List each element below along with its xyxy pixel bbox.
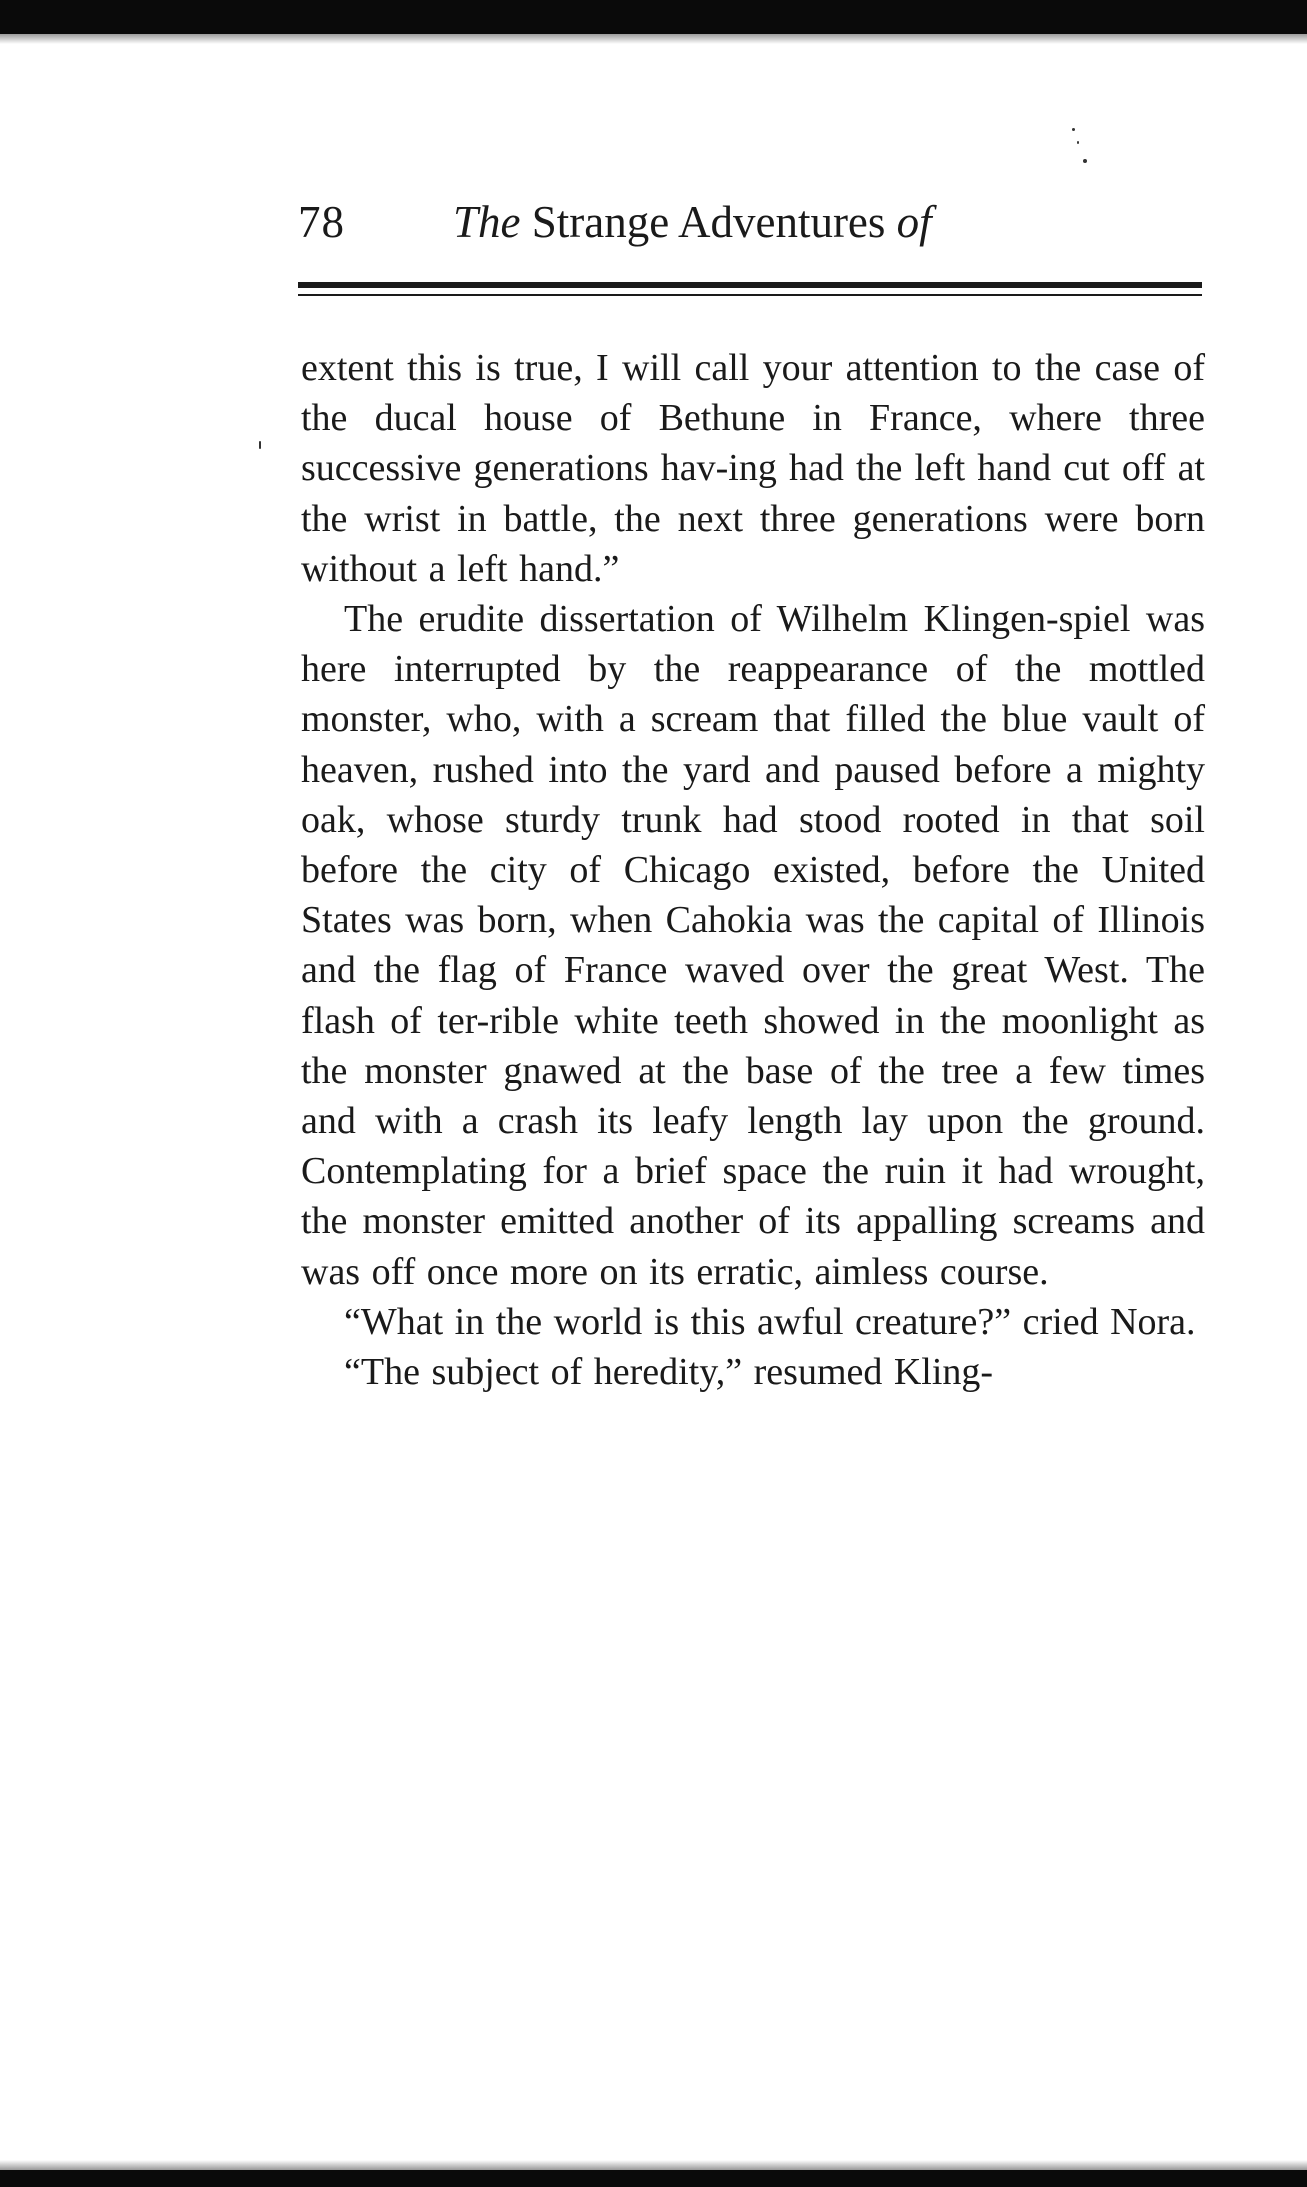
paragraph: extent this is true, I will call your attention to the case of the ducal house of Bethune in France, where three successive generations hav-ing had the left hand cut off at the wrist in battle, the next three generations were born without a left hand.”: [301, 347, 1205, 590]
scan-border-bottom: [0, 2170, 1307, 2187]
running-title-the: The: [453, 197, 521, 247]
scan-shadow-bottom: [0, 2160, 1307, 2170]
paragraph: The erudite dissertation of Wilhelm Klingen-spiel was here interrupted by the reappearance of the mottled monster, who, with a scream that filled the blue vault of heaven, rushed into the yard and paused before a mighty oak, whose sturdy trunk had stood rooted in that soil before the city of Chicago existed, before the United States was born, when Cahokia was the capital of Illinois and the flag of France waved over the great West. The flash of ter-rible white teeth showed in the moonlight as the monster gnawed at the base of the tree a few times and with a crash its leafy length lay upon the ground. Contemplating for a brief space the ruin it had wrought, the monster emitted another of its appalling screams and was off once more on its erratic, aimless course.: [301, 598, 1205, 1293]
scan-speck: [1083, 159, 1087, 163]
running-header: [298, 192, 1203, 252]
header-rule-thick: [298, 282, 1202, 288]
running-title-of: of: [896, 197, 932, 247]
running-title: [453, 192, 932, 252]
paragraph: “What in the world is this awful creature?” cried Nora.: [344, 1300, 1196, 1343]
scan-shadow-top: [0, 34, 1307, 44]
page-number: 78: [298, 197, 345, 247]
scan-speck: [1077, 141, 1079, 144]
running-title-main: Strange Adventures: [531, 197, 886, 247]
scan-speck: [259, 441, 261, 449]
body-text: [301, 343, 1205, 1397]
paragraph: “The subject of heredity,” resumed Kling-: [344, 1351, 994, 1394]
scan-speck: [1072, 128, 1075, 131]
scan-border-top: [0, 0, 1307, 34]
header-rule-thin: [298, 294, 1202, 296]
